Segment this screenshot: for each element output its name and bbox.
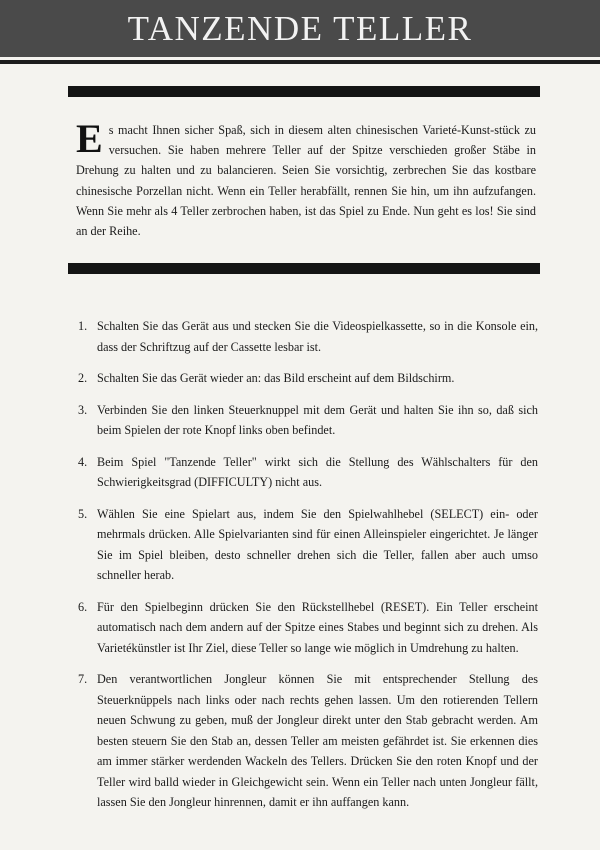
instruction-text: Schalten Sie das Gerät wieder an: das Bild erscheint auf dem Bildschirm. — [97, 371, 455, 385]
instruction-text: Beim Spiel "Tanzende Teller" wirkt sich die Stellung des Wählschalters für den Schwierigkeitsgrad (DIFFICULTY) nicht aus. — [97, 454, 538, 489]
instruction-item — [78, 368, 538, 389]
instruction-item — [78, 669, 538, 813]
instruction-number: 2. — [78, 371, 88, 385]
instruction-text: Schalten Sie das Gerät aus und stecken Sie die Videospielkassette, so in die Konsole ein, dass der Schriftzug auf der Cassette lesbar ist. — [97, 319, 538, 354]
instruction-text: Den verantwortlichen Jongleur können Sie mit entsprechender Stellung des Steuerknüppels nach links oder nach rechts gehen lassen. Um den rotierenden Tellern neuen Schwung zu geben, muß der Jongleur direkt unter den Stab gebracht werden. Am besten steuern Sie den Stab an, dessen Teller am meisten gefährdet ist. Sie erkennen dies am immer stärker werdenden Wackeln des Tellers. Drücken Sie den roten Knopf und der Teller wird balld wieder in Gleichgewicht sein. Wenn ein Teller nach unten Jongleur fällt, lassen Sie den Jongleur hinrennen, damit er ihn auffangen kann. — [97, 672, 538, 809]
instruction-number: 3. — [78, 402, 88, 417]
intro-text: s macht Ihnen sicher Spaß, sich in diesem alten chinesischen Varieté-Kunst-stück zu versuchen. Sie haben mehrere Teller auf der Spitze verschieden großer Stäbe in Drehung zu halten und zu balancieren. Seien Sie vorsichtig, zerbrechen Sie das kostbare chinesische Porzellan nicht. Wenn ein Teller herabfällt, rennen Sie hin, um ihn aufzufangen. Wenn Sie mehr als 4 Teller zerbrochen haben, ist das Spiel zu Ende. Nun geht es los! Sie sind an der Reihe. — [76, 123, 536, 239]
intro-paragraph — [76, 116, 536, 241]
instruction-text: Für den Spielbeginn drücken Sie den Rückstellhebel (RESET). Ein Teller erscheint automatisch nach dem andern auf der Spitze eines Stabes und beginnt sich zu drehen. Als Varietékünstler ist Ihr Ziel, diese Teller so lange wie möglich in Umdrehung zu halten. — [97, 599, 538, 655]
intro-bottom-bar — [68, 263, 540, 274]
instruction-item — [78, 400, 538, 441]
header-rule — [0, 60, 600, 64]
instruction-list — [78, 316, 538, 824]
instruction-text: Verbinden Sie den linken Steuerknuppel mit dem Gerät und halten Sie ihn so, daß sich beim Spielen der rote Knopf links oben befindet. — [97, 402, 538, 437]
intro-top-bar — [68, 86, 540, 97]
instruction-number: 5. — [78, 506, 88, 521]
instruction-text: Wählen Sie eine Spielart aus, indem Sie den Spielwahlhebel (SELECT) ein- oder mehrmals drücken. Alle Spielvarianten sind für einen Alleinspieler eingerichtet. Je länger Sie im Spiel bleiben, desto schneller drehen sich die Teller, fallen aber auch umso schneller herab. — [97, 506, 538, 582]
page-title: TANZENDE TELLER — [127, 9, 473, 48]
instruction-item — [78, 597, 538, 659]
instruction-number: 1. — [78, 319, 88, 333]
instruction-item — [78, 316, 538, 357]
instruction-number: 7. — [78, 672, 88, 686]
instruction-number: 6. — [78, 599, 88, 614]
title-banner — [0, 0, 600, 57]
instruction-item — [78, 452, 538, 493]
intro-dropcap: E — [76, 116, 103, 161]
instruction-number: 4. — [78, 454, 88, 469]
instruction-item — [78, 504, 538, 586]
